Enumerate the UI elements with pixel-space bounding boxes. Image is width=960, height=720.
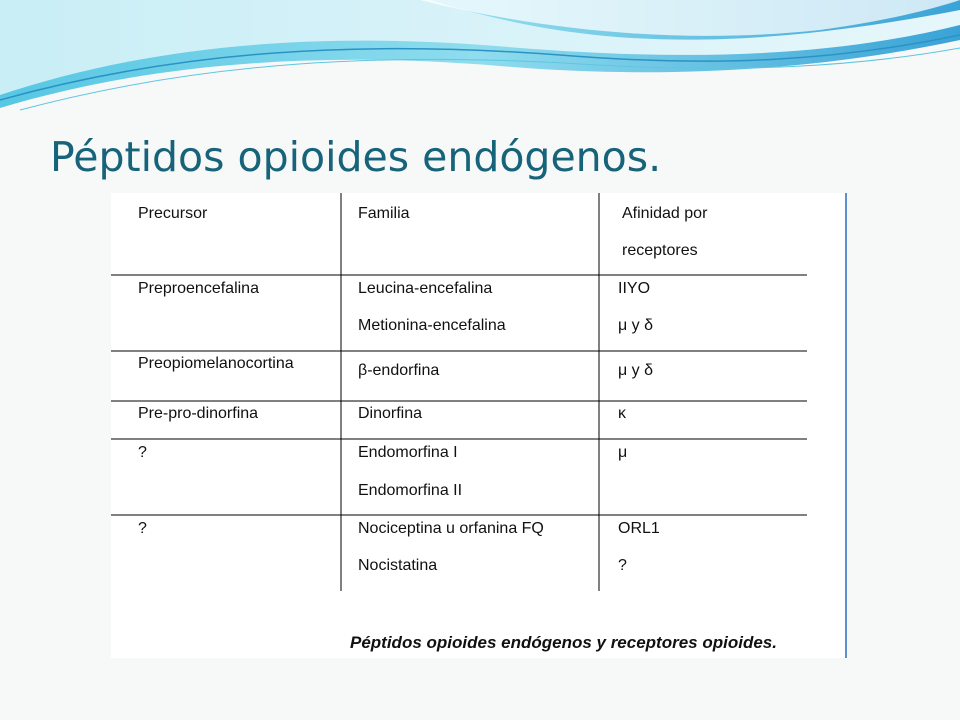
- header-afinidad-line1: Afinidad por: [622, 205, 708, 222]
- row4-precursor: ?: [138, 444, 147, 461]
- row1-familia-2: Metionina-encefalina: [358, 317, 506, 334]
- slide-title: Péptidos opioides endógenos.: [50, 133, 662, 181]
- header-afinidad-line2: receptores: [622, 242, 698, 259]
- row2-afinidad-1: μ y δ: [618, 362, 654, 379]
- row1-afinidad-2: μ y δ: [618, 317, 654, 334]
- row5-afinidad-1: ORL1: [618, 520, 660, 537]
- row3-precursor: Pre-pro-dinorfina: [138, 405, 259, 422]
- header-precursor: Precursor: [138, 205, 208, 222]
- header-familia: Familia: [358, 205, 410, 222]
- table-image-panel: [111, 193, 847, 658]
- row4-afinidad-1: μ: [618, 444, 628, 461]
- row4-familia-1: Endomorfina I: [358, 444, 458, 461]
- row3-afinidad-1: κ: [618, 405, 626, 422]
- row1-afinidad-1: IIYO: [618, 280, 651, 297]
- row4-familia-2: Endomorfina II: [358, 482, 463, 499]
- table-caption: Péptidos opioides endógenos y receptores opioides.: [350, 633, 777, 652]
- row1-familia-1: Leucina-encefalina: [358, 280, 493, 297]
- row2-familia-1: β-endorfina: [358, 362, 440, 379]
- row2-precursor: Preopiomelanocortina: [138, 355, 294, 372]
- row5-afinidad-2: ?: [618, 557, 627, 574]
- row5-familia-1: Nociceptina u orfanina FQ: [358, 520, 544, 537]
- table-grid-lines: [111, 193, 845, 658]
- row5-precursor: ?: [138, 520, 147, 537]
- row5-familia-2: Nocistatina: [358, 557, 438, 574]
- row1-precursor: Preproencefalina: [138, 280, 259, 297]
- row3-familia-1: Dinorfina: [358, 405, 423, 422]
- header-wave-decoration: [0, 0, 960, 120]
